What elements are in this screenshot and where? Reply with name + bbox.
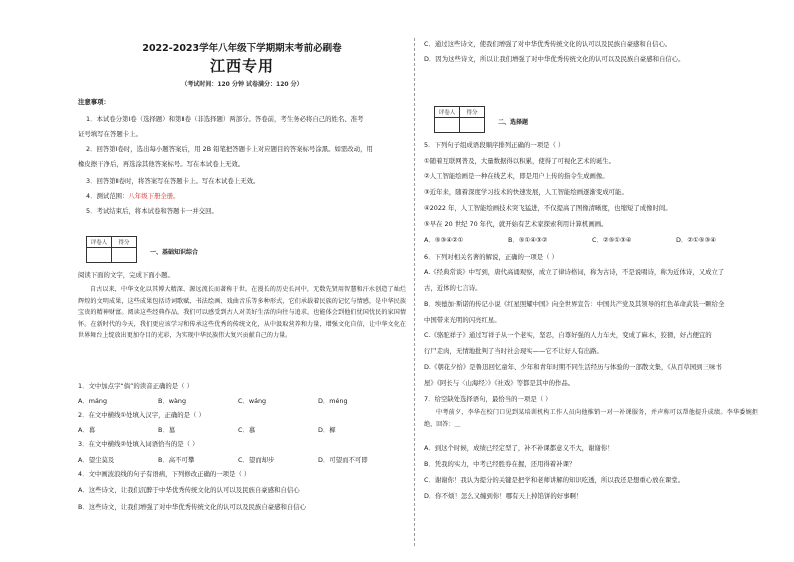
- q1-option-b[interactable]: B．wàng: [158, 397, 187, 405]
- q7-option-b[interactable]: B．凭我的实力，中考已经胜券在握，还用得着补课？: [424, 460, 576, 468]
- q1-stem: 1．文中加点字“倘”的读音正确的是（ ）: [78, 382, 193, 390]
- score-label: 得分: [112, 237, 137, 248]
- q6-option-b-cont: 中国带来光明的闪亮红星。: [424, 316, 501, 324]
- q5-item: ③近年来，随着深度学习技术的快速发展，人工智能绘画逐渐变成可能。: [424, 188, 628, 196]
- region-title: 江西专用: [209, 57, 274, 75]
- q5-item: ②人工智能绘画是一种在线艺术，即是用户上传的指令生成画像。: [424, 172, 609, 180]
- instruction-line-scope: [86, 192, 414, 200]
- reviewer-cell: [435, 118, 460, 133]
- q7-option-c[interactable]: C．谢谢你！我认为提分的关键是把学和老师讲解的知识吃透，所以我还是想重心放在课堂。: [424, 476, 685, 484]
- q2-stem: 2．在文中横线①处填入汉字，正确的是（ ）: [78, 411, 205, 419]
- q2-option-b[interactable]: B．墓: [158, 426, 176, 434]
- q6-option-c-cont: 行尸走肉，无情地批判了当时社会现实——它不让好人有出路。: [424, 347, 603, 355]
- q5-option-c[interactable]: C．②⑤①③④: [592, 236, 632, 244]
- score-cell: [460, 118, 485, 133]
- q1-option-a[interactable]: A．máng: [78, 397, 108, 405]
- q2-option-c[interactable]: C．慕: [238, 426, 256, 434]
- q6-option-d-cont: 屋》《阿长与〈山海经〉》《社戏》等都是其中的作品。: [424, 379, 575, 387]
- scope-value: 八年级下册全册。: [128, 192, 180, 200]
- q3-option-b[interactable]: B．高不可攀: [158, 456, 195, 464]
- instruction-line: 2．回答第Ⅰ卷时，选出每小题答案后，用 2B 铅笔把答题卡上对应题目的答案标号涂黑。如需改动，用: [86, 145, 373, 153]
- exam-title: 2022-2023学年八年级下学期期末考前必刷卷: [142, 43, 342, 54]
- q1-option-c[interactable]: C．wáng: [238, 397, 267, 405]
- q6-option-a-cont: 古，近体的七言诗。: [424, 284, 482, 292]
- q7-stem: 7．给空缺处选择语句，最恰当的一项是（ ）: [424, 395, 552, 403]
- q7-option-d[interactable]: D．你不烦！怎么又缠到你！哪有天上掉馅饼的好事啊！: [424, 492, 583, 500]
- q2-options: [78, 426, 406, 434]
- section1-prompt: 阅读下面的文字，完成下面小题。: [78, 271, 174, 279]
- column-divider: [414, 38, 415, 546]
- q4-stem: 4．文中画波浪线的句子有语病，下列修改正确的一项是（ ）: [78, 470, 251, 478]
- q6-stem: 6．下列对相关名著的解说，正确的一项是（ ）: [424, 253, 558, 261]
- section1-title: 一、基础知识综合: [150, 249, 199, 256]
- section2-title: 二、选择题: [498, 119, 529, 126]
- q7-context: 中考前夕，李华在校门口见到某培训机构工作人员向他推销一对一补课服务，并声称可以帮他提升成绩。李华委婉拒绝，回答：＿: [424, 409, 758, 428]
- q5-item: ④2022 年，人工智能绘画技术突飞猛进，不仅提高了图像清晰度，也缩短了成像时间。: [424, 204, 672, 212]
- instruction-line: 1．本试卷分第Ⅰ卷（选择题）和第Ⅱ卷（非选择题）两部分。答卷前，考生务必将自己的姓名、准考: [86, 115, 364, 123]
- q4-option-d[interactable]: D．因为这些诗文，所以让我们增强了对中华优秀传统文化的认可以及民族自豪感和自信心。: [424, 55, 685, 63]
- scope-label: 4．测试范围：: [86, 192, 129, 200]
- instruction-line: 证号填写在答题卡上。: [78, 130, 142, 138]
- instructions-heading: 注意事项：: [78, 98, 110, 106]
- reading-passage: 自古以来，中华文化以其博大精深、源远流长而著称于世。在漫长的历史长河中，无数先贤用智慧和汗水创造了灿烂辉煌的文明成果，这些成果包括诗词歌赋、书法绘画、戏曲音乐等多种形式，它们承载着民族的记忆与情感，是中华民族宝贵的精神财富。阅读这些经典作品，我们可以感受到古人对美好生活的向往与追求，也能体会到他们忧国忧民的家国情怀。在新时代的今天，我们更应该学习和传承这些优秀的传统文化，从中汲取营养和力量，增强文化自信，让中华文化在世界舞台上绽放出更加夺目的光彩，为实现中华民族伟大复兴贡献自己的力量。: [78, 286, 406, 340]
- q3-stem: 3．在文中横线②处填入词语恰当的是（ ）: [78, 440, 199, 448]
- score-box-1: [86, 236, 137, 263]
- score-label: 得分: [460, 107, 485, 118]
- score-cell: [112, 248, 137, 263]
- q5-stem: 5．下列句子组成语段顺序排列正确的一项是（ ）: [424, 141, 565, 149]
- q1-option-d[interactable]: D．méng: [318, 397, 348, 405]
- right-column: [424, 0, 758, 562]
- q3-option-a[interactable]: A．望尘莫及: [78, 456, 115, 464]
- q3-options: [78, 456, 406, 464]
- q4-option-c[interactable]: C．通过这些诗文，使我们增强了对中华优秀传统文化的认可以及民族自豪感和自信心。: [424, 40, 672, 48]
- q6-option-a[interactable]: A.《经典常谈》中写到，唐代高诵观察，成立了律诗格词，称为古诗，不是说唱诗，称为近体诗，又成立了: [424, 268, 725, 276]
- q3-option-d[interactable]: D．可望而不可即: [318, 456, 368, 464]
- q5-option-d[interactable]: D．②①⑤③④: [676, 236, 716, 244]
- q5-option-b[interactable]: B．⑤①④③②: [508, 236, 548, 244]
- instruction-line: 橡皮擦干净后，再选涂其他答案标号。写在本试卷上无效。: [78, 160, 245, 168]
- q6-option-d[interactable]: D.《朝花夕拾》是鲁迅回忆童年、少年和青年时期不同生活经历与体验的一部散文集，《从百草园到三味书: [424, 363, 722, 371]
- q5-item: ①随着互联网普及，大量数据得以积累，使得了可视化艺术的诞生。: [424, 157, 616, 165]
- q2-option-a[interactable]: A．暮: [78, 426, 96, 434]
- reviewer-cell: [87, 248, 112, 263]
- q7-option-a[interactable]: A．到这个时候，成绩已经定型了，补不补课都意义不大，谢谢你！: [424, 444, 614, 452]
- q4-option-b[interactable]: B．这些诗文，让我们增强了对中华优秀传统文化的认可以及民族自豪感和自信心: [78, 503, 307, 511]
- instruction-line: 3．回答第Ⅱ卷时，将答案写在答题卡上。写在本试卷上无效。: [86, 177, 260, 185]
- q6-option-b[interactable]: B．埃德加·斯诺的传记小说《红星照耀中国》向全世界宣告：中国共产党及其领导的红色革命武装一颗给全: [424, 300, 725, 308]
- instruction-line: 5．考试结束后，将本试卷和答题卡一并交回。: [86, 207, 218, 215]
- reviewer-label: 评卷人: [87, 237, 112, 248]
- q6-option-c[interactable]: C.《骆驼祥子》通过写祥子从一个老实，坚忍，自尊好强的人力车夫，变成了麻木，狡猾，好占便宜的: [424, 331, 712, 339]
- q5-option-a[interactable]: A．⑤③④②①: [424, 236, 464, 244]
- reviewer-label: 评卷人: [435, 107, 460, 118]
- left-column: [78, 0, 406, 562]
- q5-item: ⑤早在 20 世纪 70 年代，就开始有艺术家探索利用计算机画画。: [424, 220, 608, 228]
- q1-options: [78, 397, 406, 405]
- q3-option-c[interactable]: C．望而却步: [238, 456, 275, 464]
- exam-meta: （考试时间：120 分钟 试卷满分：120 分）: [181, 81, 303, 88]
- q4-option-a[interactable]: A．这些诗文，让我们沉醉于中华优秀传统文化的认可以及民族自豪感和自信心: [78, 486, 300, 494]
- score-box-2: [434, 106, 485, 133]
- q2-option-d[interactable]: D．樨: [318, 426, 336, 434]
- q5-options: [424, 236, 758, 244]
